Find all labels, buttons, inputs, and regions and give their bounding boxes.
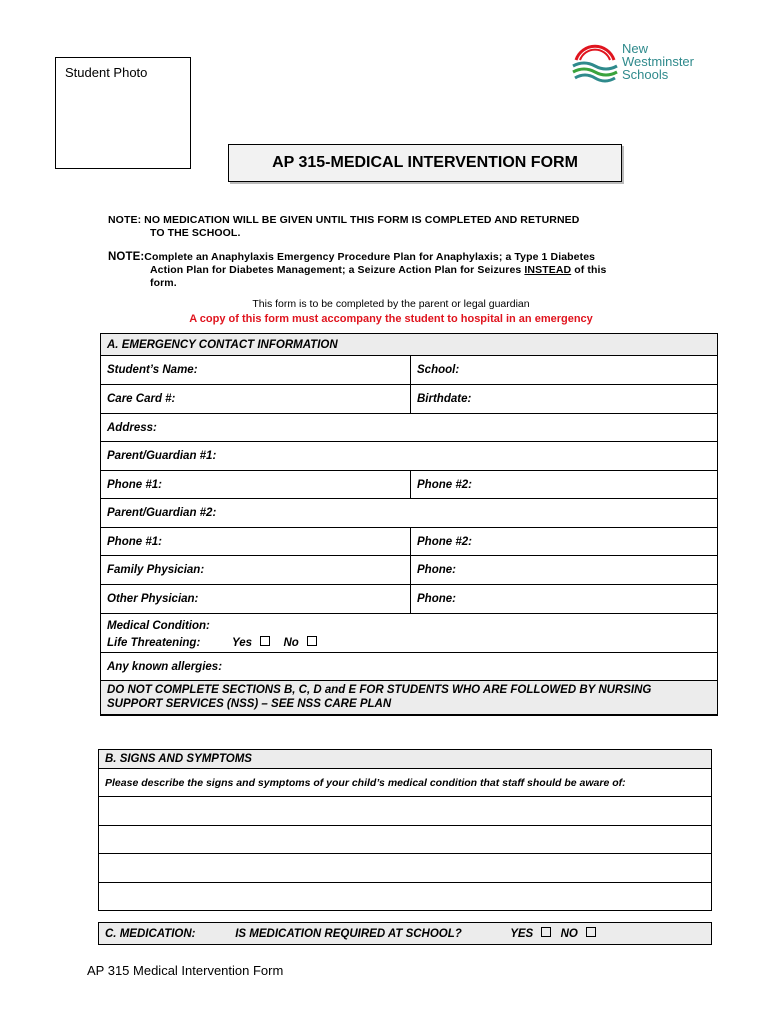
other-physician-field[interactable]: Other Physician: xyxy=(101,585,411,614)
medication-question: IS MEDICATION REQUIRED AT SCHOOL? xyxy=(235,928,462,940)
guardian2-phone2-field[interactable]: Phone #2: xyxy=(411,528,718,556)
logo-line-1: New xyxy=(622,41,649,56)
completed-by-text: This form is to be completed by the parent or legal guardian xyxy=(252,298,530,310)
note2-instead: INSTEAD xyxy=(524,264,572,276)
student-photo-label: Student Photo xyxy=(65,65,148,80)
note2-line1: Complete an Anaphylaxis Emergency Procedure Plan for Anaphylaxis; a Type 1 Diabetes xyxy=(144,251,596,263)
note1-line2: TO THE SCHOOL. xyxy=(150,227,241,239)
symptoms-line-3[interactable] xyxy=(99,854,712,883)
guardian1-phone1-field[interactable]: Phone #1: xyxy=(101,471,411,499)
life-threatening-no-label: No xyxy=(283,637,299,649)
nss-notice-line1: DO NOT COMPLETE SECTIONS B, C, D and E FOR STUDENTS WHO ARE FOLLOWED BY NURSING xyxy=(107,684,652,697)
medication-no-label: NO xyxy=(560,928,578,940)
symptoms-line-2[interactable] xyxy=(99,826,712,854)
student-photo-box xyxy=(55,57,191,169)
note-no-medication xyxy=(108,214,579,240)
birthdate-field[interactable]: Birthdate: xyxy=(411,385,718,414)
symptoms-line-1[interactable] xyxy=(99,797,712,826)
life-threatening-label: Life Threatening: xyxy=(107,637,201,649)
other-physician-phone-field[interactable]: Phone: xyxy=(411,585,718,614)
symptoms-line-4[interactable] xyxy=(99,883,712,911)
district-logo xyxy=(570,42,720,92)
family-physician-field[interactable]: Family Physician: xyxy=(101,556,411,585)
allergies-field[interactable]: Any known allergies: xyxy=(101,653,718,681)
section-b-instruction: Please describe the signs and symptoms of your child’s medical condition that staff should be aware of: xyxy=(99,769,712,797)
guardian2-field[interactable]: Parent/Guardian #2: xyxy=(101,499,718,528)
guardian1-field[interactable]: Parent/Guardian #1: xyxy=(101,442,718,471)
care-card-field[interactable]: Care Card #: xyxy=(101,385,411,414)
medical-condition-field[interactable]: Medical Condition: xyxy=(107,620,210,632)
medication-yes-label: YES xyxy=(510,928,534,940)
note2-line3: form. xyxy=(150,277,177,289)
form-title: AP 315-MEDICAL INTERVENTION FORM xyxy=(228,144,622,182)
note1-line1: NOTE: NO MEDICATION WILL BE GIVEN UNTIL THIS FORM IS COMPLETED AND RETURNED xyxy=(108,214,580,226)
students-name-field[interactable]: Student’s Name: xyxy=(101,356,411,385)
nss-notice xyxy=(101,681,718,715)
medication-yes-checkbox[interactable] xyxy=(541,927,551,937)
note2-line2a: Action Plan for Diabetes Management; a Seizure Action Plan for Seizures xyxy=(150,264,525,276)
note2-label: NOTE: xyxy=(108,251,145,263)
section-c-header: C. MEDICATION: xyxy=(105,928,196,940)
section-b-header: B. SIGNS AND SYMPTOMS xyxy=(99,750,712,769)
note2-line2c: of this xyxy=(571,264,607,276)
page-footer: AP 315 Medical Intervention Form xyxy=(87,963,284,978)
life-threatening-no-checkbox[interactable] xyxy=(307,636,317,646)
section-c-table xyxy=(98,922,712,945)
nss-notice-line2: SUPPORT SERVICES (NSS) – SEE NSS CARE PLAN xyxy=(107,698,392,711)
logo-line-2: Westminster xyxy=(622,54,694,69)
district-logo-icon xyxy=(570,42,620,88)
section-c-row xyxy=(99,923,712,945)
district-logo-text xyxy=(622,42,694,81)
life-threatening-yes-checkbox[interactable] xyxy=(260,636,270,646)
logo-line-3: Schools xyxy=(622,67,669,82)
medical-condition-cell xyxy=(101,614,718,653)
address-field[interactable]: Address: xyxy=(101,414,718,442)
note-action-plans xyxy=(108,251,606,290)
life-threatening-yes-label: Yes xyxy=(232,637,253,649)
section-a-header: A. EMERGENCY CONTACT INFORMATION xyxy=(101,334,718,356)
section-a-table xyxy=(100,333,718,716)
copy-notice: A copy of this form must accompany the student to hospital in an emergency xyxy=(189,313,593,325)
guardian1-phone2-field[interactable]: Phone #2: xyxy=(411,471,718,499)
family-physician-phone-field[interactable]: Phone: xyxy=(411,556,718,585)
medication-no-checkbox[interactable] xyxy=(586,927,596,937)
section-b-table xyxy=(98,749,712,911)
guardian2-phone1-field[interactable]: Phone #1: xyxy=(101,528,411,556)
school-field[interactable]: School: xyxy=(411,356,718,385)
